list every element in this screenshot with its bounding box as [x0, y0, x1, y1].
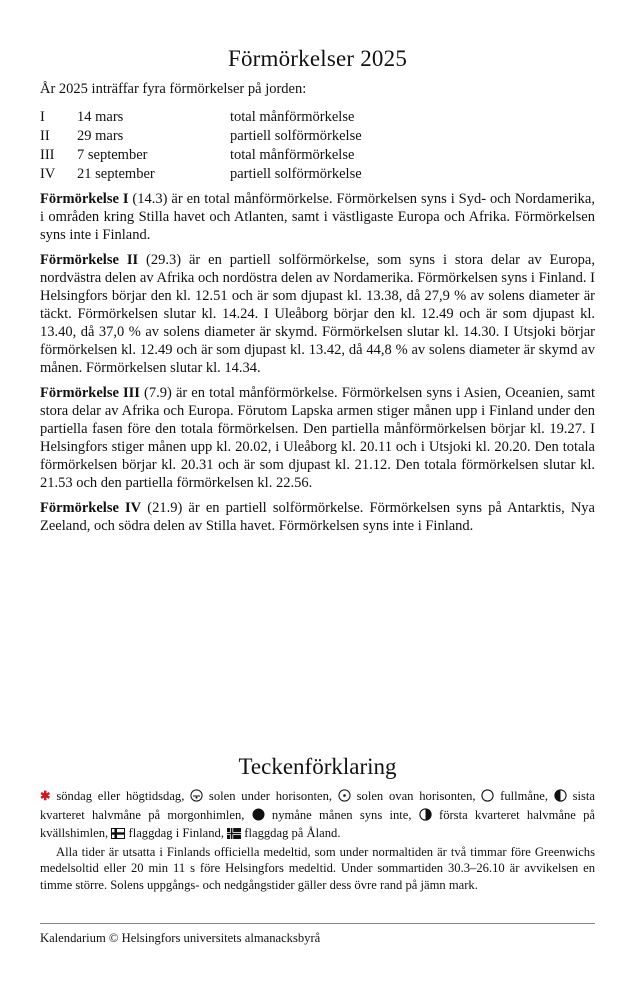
- eclipse-row: [40, 166, 362, 185]
- footer-divider: [40, 923, 595, 924]
- flag-finland-icon: [111, 827, 125, 844]
- flag-aland-icon: [227, 827, 241, 844]
- eclipse-heading: Förmörkelse IV: [40, 500, 142, 516]
- eclipse-row: [40, 147, 362, 166]
- eclipse-body: (7.9) är en total månförmörkelse. Förmörkelsen syns i Asien, Oceanien, samt stora delar av Afrika och Europa. Förutom Lapska armen stiger månen upp i Finland under den partiella fasen före den totala förmörkelsen. Den partiella månförmörkelsen börjar kl. 19.27. I Helsingfors stiger månen upp kl. 20.02, i Uleåborg kl. 20.11 och i Utsjoki kl. 20.20. Den totala förmörkelsen börjar kl. 20.31 och är som djupast kl. 21.12. Den totala förmörkelsen slutar kl. 21.53 och den partiella förmörkelsen kl. 22.56.: [40, 385, 595, 491]
- legend-flag-finland: flaggdag i Finland,: [125, 826, 228, 840]
- eclipse-heading: Förmörkelse III: [40, 385, 140, 401]
- last-quarter-moon-icon: [554, 789, 567, 807]
- eclipse-number: IV: [40, 166, 56, 182]
- eclipse-date: 21 september: [77, 166, 155, 182]
- footer-text: Kalendarium © Helsingfors universitets almanacksbyrå: [40, 931, 321, 945]
- time-note: Alla tider är utsatta i Finlands officiella medeltid, som under normaltiden är två timmar före Greenwichs medelsoltid eller 20 min 11 s före Helsingfors medeltid. Under sommartiden 30.3–26.10 är avvikelsen en timme större. Solens uppgångs- och nedgångstider gäller dess övre rand på jämn mark.: [40, 844, 595, 892]
- page-title: Förmörkelser 2025: [227, 46, 408, 71]
- eclipse-date: 7 september: [77, 147, 148, 163]
- legend-title: Teckenförklaring: [238, 754, 397, 779]
- eclipse-number: III: [40, 147, 55, 163]
- eclipse-paragraph-1: [40, 190, 595, 244]
- eclipse-number: I: [40, 109, 45, 125]
- eclipse-heading: Förmörkelse II: [40, 252, 139, 268]
- new-moon-icon: [252, 808, 265, 826]
- legend-sun-below: solen under horisonten,: [203, 789, 338, 803]
- eclipse-row: [40, 128, 362, 147]
- eclipse-descriptions: [40, 190, 595, 542]
- eclipse-type: total månförmörkelse: [230, 147, 355, 163]
- legend-first-quarter: första kvarteret halvmåne på kvällshimlen,: [40, 807, 595, 840]
- full-moon-icon: [481, 789, 494, 807]
- eclipse-body: (29.3) är en partiell solförmörkelse, som syns i stora delar av Europa, nordvästra delen av Afrika och nordöstra delen av Nordamerika. Förmörkelsen syns i Finland. I Helsingfors börjar den kl. 12.51 och är som djupast kl. 13.38, då 27,9 % av solens diameter är täckt. Förmörkelsen slutar kl. 14.24. I Uleåborg börjar den kl. 12.49 och är som djupast kl. 13.40, då 37,0 % av solens diameter är skymd. Förmörkelsen slutar kl. 14.30. I Utsjoki börjar förmörkelsen kl. 12.49 och är som djupast kl. 13.42, då 44,8 % av solens diameter är skymd av månen. Förmörkelsen slutar kl. 14.34.: [40, 252, 595, 376]
- legend-last-quarter: sista kvarteret halvmåne på morgonhimlen,: [40, 789, 595, 822]
- eclipse-row: [40, 109, 362, 128]
- sun-above-horizon-icon: [338, 789, 351, 807]
- legend-symbols: [40, 788, 595, 844]
- eclipse-number: II: [40, 128, 50, 144]
- eclipse-type: partiell solförmörkelse: [230, 166, 362, 182]
- eclipse-paragraph-2: [40, 251, 595, 377]
- eclipse-type: partiell solförmörkelse: [230, 128, 362, 144]
- eclipse-date: 29 mars: [77, 128, 124, 144]
- eclipse-body: (14.3) är en total månförmörkelse. Förmörkelsen syns i Syd- och Nordamerika, i områden kring Stilla havet och Atlanten, samt i västligaste Europa och Afrika. Förmörkelsen syns inte i Finland.: [40, 191, 595, 243]
- eclipse-paragraph-3: [40, 384, 595, 492]
- eclipse-list: [40, 109, 362, 185]
- eclipse-paragraph-4: [40, 499, 595, 535]
- legend-sunday: söndag eller högtidsdag,: [50, 789, 191, 803]
- first-quarter-moon-icon: [419, 808, 432, 826]
- legend-new-moon: nymåne månen syns inte,: [264, 807, 419, 822]
- eclipse-body: (21.9) är en partiell solförmörkelse. Förmörkelsen syns på Antarktis, Nya Zeeland, och södra delen av Stilla havet. Förmörkelsen syns inte i Finland.: [40, 500, 595, 534]
- intro-text: År 2025 inträffar fyra förmörkelser på jorden:: [40, 81, 307, 97]
- eclipse-type: total månförmörkelse: [230, 109, 355, 125]
- legend-full-moon: fullmåne,: [494, 789, 554, 803]
- sun-below-horizon-icon: [190, 789, 203, 807]
- eclipse-date: 14 mars: [77, 109, 124, 125]
- legend-flag-aland: flaggdag på Åland.: [241, 826, 341, 840]
- legend: [40, 788, 595, 893]
- star-icon: ✱: [40, 789, 51, 803]
- legend-sun-above: solen ovan horisonten,: [350, 789, 482, 803]
- eclipse-heading: Förmörkelse I: [40, 191, 129, 207]
